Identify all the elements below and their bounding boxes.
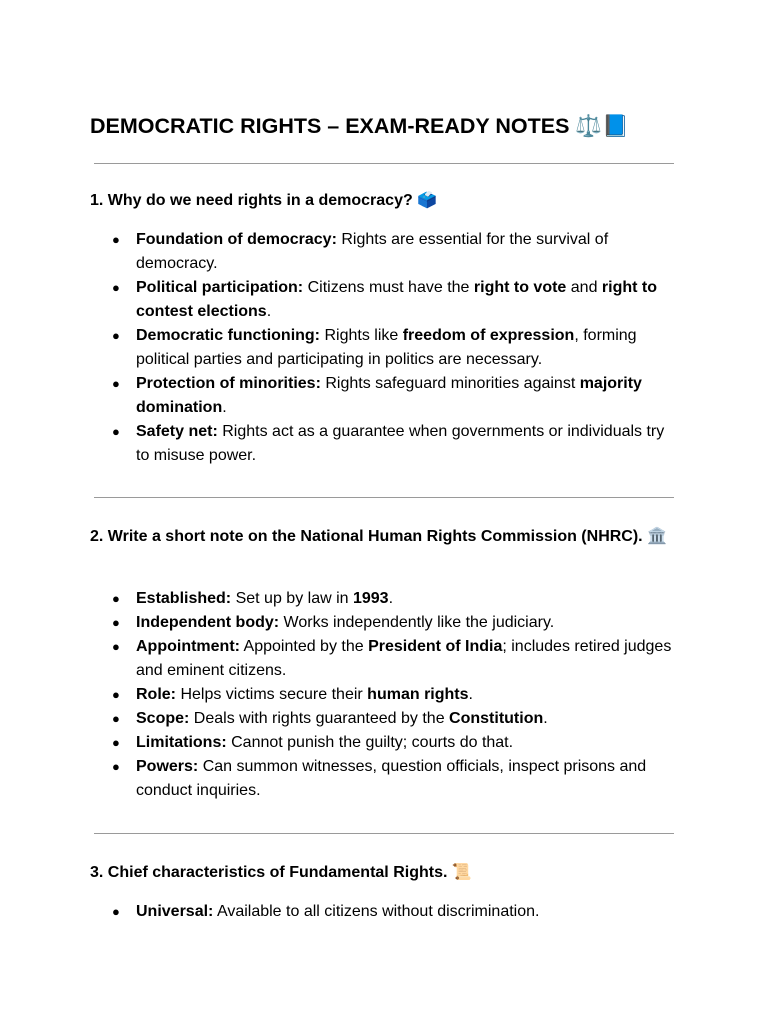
question-1-text: 1. Why do we need rights in a democracy? (90, 192, 413, 209)
bullet-icon: ● (112, 615, 120, 630)
bullet-icon: ● (112, 735, 120, 750)
divider (94, 163, 674, 164)
question-1-heading (90, 188, 675, 213)
scroll-icon: 📜 (451, 862, 472, 881)
list-item: ● Limitations: Cannot punish the guilty; courts do that. (0, 731, 680, 755)
divider (94, 833, 674, 834)
list-item: ● Political participation: Citizens must have the right to vote and right to contest elections. (0, 276, 680, 324)
bullet-icon: ● (112, 328, 120, 343)
bullet-icon: ● (112, 424, 120, 439)
ballot-box-icon: 🗳️ (417, 190, 438, 209)
bullet-icon: ● (112, 687, 120, 702)
list-item: ● Independent body: Works independently like the judiciary. (0, 611, 680, 635)
bullet-icon: ● (112, 639, 120, 654)
bullet-icon: ● (112, 759, 120, 774)
question-3-heading (90, 860, 675, 885)
scales-book-icon: ⚖️📘 (575, 114, 629, 139)
question-2-text: 2. Write a short note on the National Human Rights Commission (NHRC). (90, 528, 643, 545)
question-1-list (0, 228, 680, 468)
list-item: ● Democratic functioning: Rights like freedom of expression, forming political parties and participating in politics are necessary. (0, 324, 680, 372)
divider (94, 497, 674, 498)
bullet-icon: ● (112, 376, 120, 391)
bullet-icon: ● (112, 711, 120, 726)
list-item: ● Protection of minorities: Rights safeguard minorities against majority domination. (0, 372, 680, 420)
question-2-list (0, 587, 680, 803)
bullet-icon: ● (112, 232, 120, 247)
list-item: ● Role: Helps victims secure their human rights. (0, 683, 680, 707)
question-3-list (0, 900, 680, 924)
classical-building-icon: 🏛️ (647, 526, 667, 545)
question-2-heading (90, 524, 675, 549)
list-item: ● Foundation of democracy: Rights are essential for the survival of democracy. (0, 228, 680, 276)
title-text: DEMOCRATIC RIGHTS – EXAM-READY NOTES (90, 114, 570, 138)
page-title (90, 114, 629, 139)
list-item: ● Appointment: Appointed by the President of India; includes retired judges and eminent citizens. (0, 635, 680, 683)
bullet-icon: ● (112, 280, 120, 295)
list-item: ● Scope: Deals with rights guaranteed by the Constitution. (0, 707, 680, 731)
list-item: ● Universal: Available to all citizens without discrimination. (0, 900, 680, 924)
question-3-text: 3. Chief characteristics of Fundamental Rights. (90, 864, 448, 881)
bullet-icon: ● (112, 904, 120, 919)
list-item: ● Safety net: Rights act as a guarantee when governments or individuals try to misuse power. (0, 420, 680, 468)
list-item: ● Powers: Can summon witnesses, question officials, inspect prisons and conduct inquiries. (0, 755, 680, 803)
list-item: ● Established: Set up by law in 1993. (0, 587, 680, 611)
bullet-icon: ● (112, 591, 120, 606)
